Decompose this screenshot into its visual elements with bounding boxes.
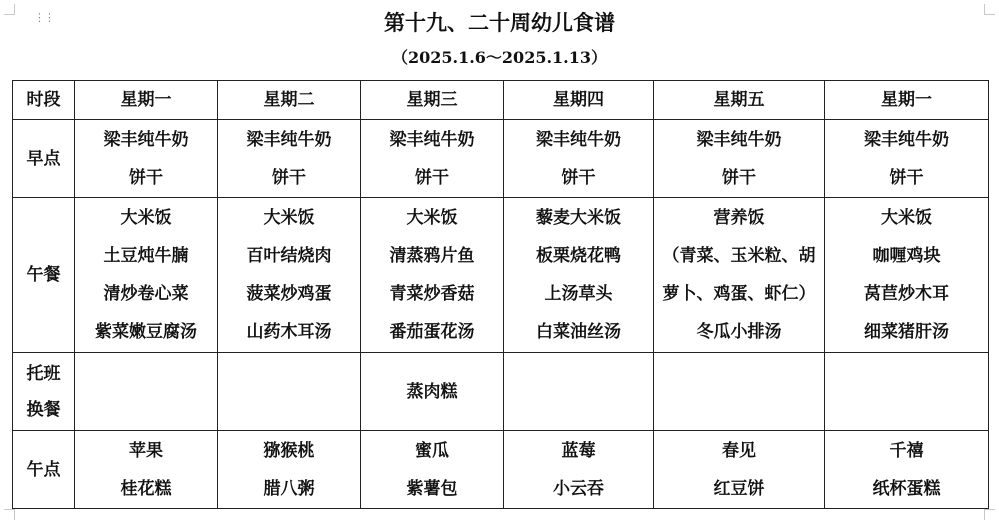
period-label-text: 午餐 bbox=[26, 265, 61, 285]
day-header-cell: 星期四 bbox=[504, 81, 654, 120]
menu-cell bbox=[218, 431, 361, 509]
lunch-row bbox=[13, 198, 989, 353]
menu-cell bbox=[75, 198, 218, 353]
period-label-text: 早点 bbox=[26, 148, 61, 169]
menu-item: 板栗烧花鸭 bbox=[536, 246, 621, 266]
menu-item: 千禧 bbox=[889, 440, 924, 461]
menu-item: 清蒸鸦片鱼 bbox=[389, 246, 475, 266]
nursery-meal-row bbox=[13, 353, 989, 431]
page-corner-mark bbox=[4, 509, 15, 520]
menu-table-body bbox=[13, 81, 989, 509]
period-label-cell bbox=[13, 120, 75, 198]
menu-cell bbox=[75, 120, 218, 198]
menu-item: 萝卜、鸡蛋、虾仁） bbox=[662, 284, 816, 304]
menu-cell bbox=[654, 431, 825, 509]
menu-item: 猕猴桃 bbox=[263, 440, 315, 461]
menu-cell bbox=[361, 353, 504, 431]
menu-item: 饼干 bbox=[415, 167, 449, 188]
day-header-cell: 星期二 bbox=[218, 81, 361, 120]
afternoon-snack-row bbox=[13, 431, 989, 509]
date-range: （2025.1.6～2025.1.13） bbox=[391, 48, 607, 67]
menu-item: 山药木耳汤 bbox=[246, 322, 332, 342]
menu-cell bbox=[504, 353, 654, 431]
menu-item: 菠菜炒鸡蛋 bbox=[246, 284, 332, 304]
menu-cell bbox=[504, 198, 654, 353]
menu-item: 梁丰纯牛奶 bbox=[103, 129, 189, 150]
menu-item: 紫菜嫩豆腐汤 bbox=[95, 322, 197, 342]
menu-item: 莴苣炒木耳 bbox=[864, 284, 949, 304]
menu-cell bbox=[825, 120, 989, 198]
menu-cell bbox=[361, 120, 504, 198]
menu-item: 纸杯蛋糕 bbox=[872, 478, 941, 499]
menu-item: 饼干 bbox=[722, 167, 756, 188]
menu-item: 冬瓜小排汤 bbox=[696, 322, 782, 342]
menu-item: 饼干 bbox=[272, 167, 306, 188]
menu-item: 大米饭 bbox=[263, 208, 315, 228]
menu-cell bbox=[75, 353, 218, 431]
period-label-cell bbox=[13, 431, 75, 509]
menu-item: 蓝莓 bbox=[561, 440, 596, 461]
menu-item: 腊八粥 bbox=[263, 478, 315, 499]
menu-cell bbox=[825, 431, 989, 509]
menu-item: 营养饭 bbox=[713, 208, 765, 228]
menu-item: 清炒卷心菜 bbox=[103, 284, 189, 304]
menu-item: 白菜油丝汤 bbox=[536, 322, 621, 342]
menu-item: 藜麦大米饭 bbox=[536, 208, 621, 228]
menu-item: 大米饭 bbox=[120, 208, 172, 228]
period-label-text: 托班 bbox=[26, 363, 61, 384]
period-label-text: 换餐 bbox=[26, 399, 61, 420]
page-title: 第十九、二十周幼儿食谱 bbox=[384, 10, 615, 35]
period-header-cell: 时段 bbox=[13, 81, 75, 120]
menu-item: 红豆饼 bbox=[713, 478, 765, 499]
menu-cell bbox=[654, 198, 825, 353]
morning-snack-row bbox=[13, 120, 989, 198]
menu-item: 梁丰纯牛奶 bbox=[536, 129, 621, 150]
menu-item: 蒸肉糕 bbox=[406, 381, 458, 402]
period-label-text: 午点 bbox=[26, 459, 61, 480]
menu-item: 小云吞 bbox=[553, 478, 604, 499]
menu-cell bbox=[654, 353, 825, 431]
menu-cell bbox=[361, 198, 504, 353]
menu-item: 梁丰纯牛奶 bbox=[389, 129, 475, 150]
menu-cell bbox=[825, 353, 989, 431]
menu-cell bbox=[654, 120, 825, 198]
menu-item: 咖喱鸡块 bbox=[872, 246, 941, 266]
menu-item: 饼干 bbox=[129, 167, 163, 188]
menu-item: 细菜猪肝汤 bbox=[864, 322, 949, 342]
menu-item: 土豆炖牛腩 bbox=[103, 246, 189, 266]
menu-cell bbox=[218, 198, 361, 353]
menu-item: 青菜炒香菇 bbox=[389, 284, 475, 304]
menu-item: 大米饭 bbox=[406, 208, 458, 228]
menu-item: 梁丰纯牛奶 bbox=[696, 129, 782, 150]
day-header-cell: 星期三 bbox=[361, 81, 504, 120]
menu-item: 百叶结烧肉 bbox=[246, 246, 332, 266]
menu-item: 蜜瓜 bbox=[415, 440, 449, 461]
period-label-cell bbox=[13, 353, 75, 431]
menu-cell bbox=[504, 120, 654, 198]
menu-cell bbox=[825, 198, 989, 353]
menu-item: 上汤草头 bbox=[544, 284, 613, 304]
menu-item: （青菜、玉米粒、胡 bbox=[662, 246, 816, 266]
menu-item: 春见 bbox=[722, 440, 756, 461]
table-move-handle-icon[interactable]: ⋮⋮ bbox=[34, 11, 54, 24]
menu-cell bbox=[218, 353, 361, 431]
menu-item: 苹果 bbox=[129, 440, 163, 461]
menu-item: 梁丰纯牛奶 bbox=[246, 129, 332, 150]
menu-cell bbox=[361, 431, 504, 509]
menu-item: 饼干 bbox=[561, 167, 596, 188]
menu-item: 梁丰纯牛奶 bbox=[864, 129, 949, 150]
menu-item: 大米饭 bbox=[881, 208, 932, 228]
day-header-cell: 星期一 bbox=[75, 81, 218, 120]
menu-item: 紫薯包 bbox=[406, 478, 458, 499]
page-corner-mark bbox=[984, 509, 995, 520]
day-header-cell: 星期五 bbox=[654, 81, 825, 120]
menu-item: 桂花糕 bbox=[120, 478, 172, 499]
period-label-cell bbox=[13, 198, 75, 353]
day-header-cell: 星期一 bbox=[825, 81, 989, 120]
menu-table bbox=[12, 80, 989, 509]
menu-cell bbox=[75, 431, 218, 509]
header-row bbox=[13, 81, 989, 120]
menu-cell bbox=[218, 120, 361, 198]
menu-item: 饼干 bbox=[889, 167, 924, 188]
menu-cell bbox=[504, 431, 654, 509]
menu-item: 番茄蛋花汤 bbox=[389, 322, 475, 342]
